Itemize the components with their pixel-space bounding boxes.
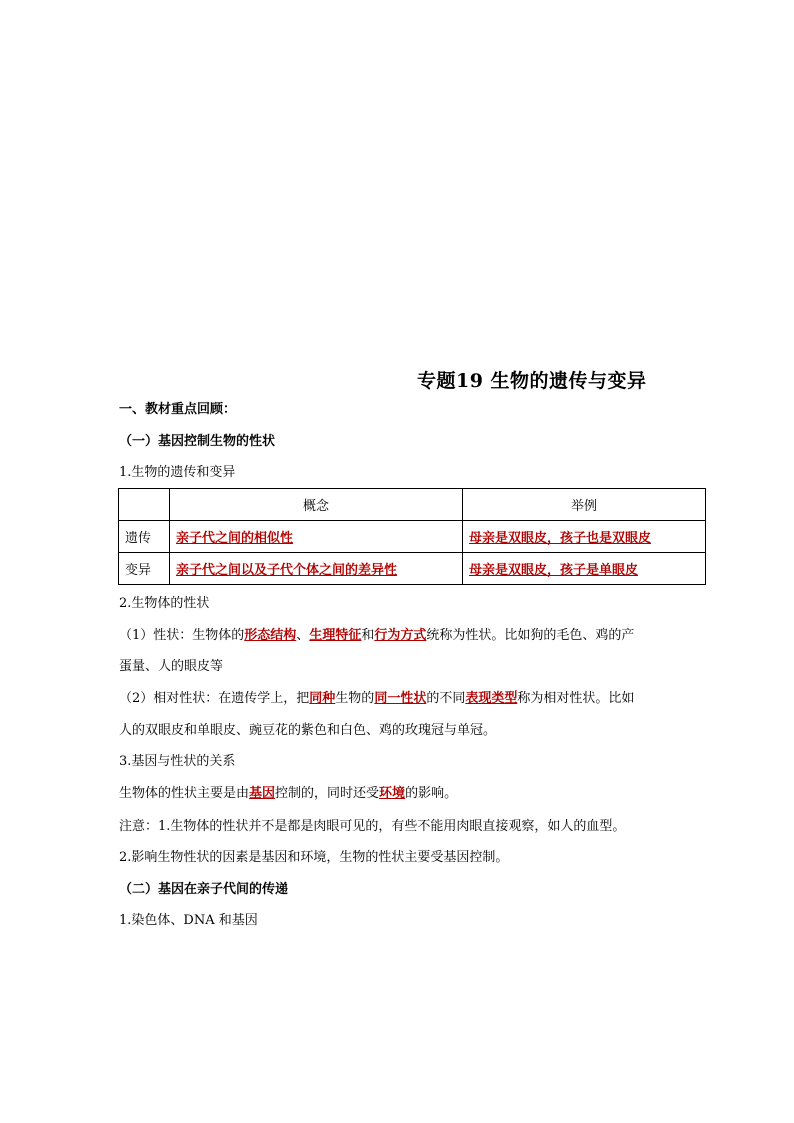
paragraph-gene-trait — [119, 785, 457, 803]
item-heading: 1.染色体、DNA 和基因 — [119, 913, 258, 928]
text: 控制的，同时还受 — [275, 786, 380, 801]
item-heading: 2.生物体的性状 — [119, 596, 210, 611]
paragraph-relative-trait-cont: 人的双眼皮和单眼皮、豌豆花的紫色和白色、鸡的玫瑰冠与单冠。 — [119, 723, 497, 738]
keyword: 形态结构 — [244, 628, 297, 643]
keyword: 生理特征 — [309, 628, 362, 643]
keyword: 基因 — [249, 786, 276, 801]
paragraph-relative-trait — [119, 690, 634, 708]
keyword: 同一性状 — [374, 691, 427, 706]
text: 的影响。 — [405, 786, 458, 801]
table-header-cell — [119, 489, 170, 521]
text: 生物的 — [335, 691, 375, 706]
text: 称为相对性状。比如 — [517, 691, 635, 706]
note-2: 2.影响生物性状的因素是基因和环境，生物的性状主要受基因控制。 — [119, 850, 509, 865]
table-header-row — [119, 489, 706, 521]
page-title: 专题19 生物的遗传与变异 — [417, 370, 647, 392]
item-heading: 3.基因与性状的关系 — [119, 754, 236, 769]
note-1: 注意：1.生物体的性状并不是都是肉眼可见的，有些不能用肉眼直接观察，如人的血型。 — [119, 819, 626, 834]
subsection-heading: （二）基因在亲子代间的传递 — [119, 882, 289, 897]
keyword: 环境 — [379, 786, 406, 801]
paragraph-trait-cont: 蛋量、人的眼皮等 — [119, 659, 224, 674]
text: 统称为性状。比如狗的毛色、鸡的产 — [426, 628, 635, 643]
keyword: 同种 — [309, 691, 336, 706]
row-concept: 亲子代之间的相似性 — [170, 521, 463, 553]
table-header-cell: 举例 — [463, 489, 706, 521]
row-label: 遗传 — [119, 521, 170, 553]
row-concept: 亲子代之间以及子代个体之间的差异性 — [170, 553, 463, 585]
text: 和 — [361, 628, 375, 643]
paragraph-trait — [119, 627, 634, 645]
text: 的不同 — [426, 691, 466, 706]
table-row — [119, 553, 706, 585]
text: 、 — [296, 628, 310, 643]
item-heading: 1.生物的遗传和变异 — [119, 465, 236, 480]
section-heading: 一、教材重点回顾： — [119, 402, 237, 417]
table-row — [119, 521, 706, 553]
subsection-heading: （一）基因控制生物的性状 — [119, 434, 276, 449]
text: 生物体的性状主要是由 — [119, 786, 250, 801]
heredity-variation-table — [118, 488, 706, 585]
table-header-cell: 概念 — [170, 489, 463, 521]
text: （1）性状：生物体的 — [119, 628, 245, 643]
keyword: 表现类型 — [465, 691, 518, 706]
row-label: 变异 — [119, 553, 170, 585]
keyword: 行为方式 — [374, 628, 427, 643]
text: （2）相对性状：在遗传学上，把 — [119, 691, 310, 706]
row-example: 母亲是双眼皮，孩子是单眼皮 — [463, 553, 706, 585]
row-example: 母亲是双眼皮，孩子也是双眼皮 — [463, 521, 706, 553]
